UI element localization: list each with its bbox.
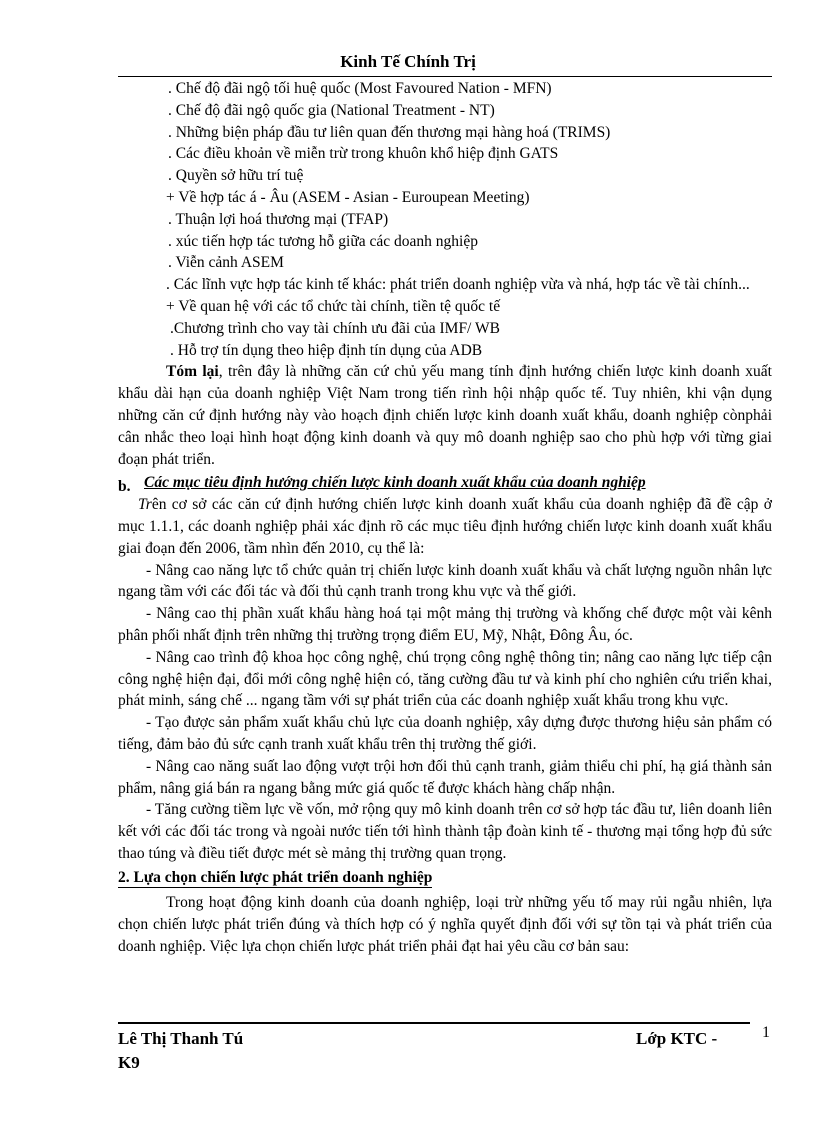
list-item: . Quyền sở hữu trí tuệ — [168, 167, 304, 185]
list-item: . xúc tiến hợp tác tương hỗ giữa các doanh nghiệp — [168, 232, 478, 250]
goal-item: - Nâng cao năng suất lao động vượt trội hơn đối thủ cạnh tranh, giảm thiểu chi phí, hạ giá thành sản phẩm, nâng giá bán ra ngang bằng mức giá quốc tế được khách hàng chấp nhận. — [118, 757, 772, 797]
footer-author: Lê Thị Thanh Tú — [118, 1029, 244, 1048]
goal-item: - Tăng cường tiềm lực về vốn, mở rộng quy mô kinh doanh trên cơ sở hợp tác đầu tư, liên doanh liên kết với các đối tác trong và ngoài nước tiến tới hình thành tập đoàn kinh tế - thương mại tổng hợp đủ sức thao túng và điều tiết được mét sè mảng thị trường quan trọng. — [118, 801, 772, 862]
footer-class: Lớp KTC - — [636, 1029, 718, 1048]
list-item: + Về quan hệ với các tổ chức tài chính, tiền tệ quốc tế — [166, 297, 501, 315]
list-item: . Thuận lợi hoá thương mại (TFAP) — [168, 210, 389, 228]
section-b-intro-lead: Tr — [138, 496, 152, 514]
summary-paragraph — [118, 361, 772, 470]
page-number: 1 — [762, 1024, 770, 1041]
page-header-title: Kinh Tế Chính Trị — [340, 52, 476, 71]
goal-item: - Tạo được sản phẩm xuất khẩu chủ lực của doanh nghiệp, xây dựng được thương hiệu sản phẩm có tiếng, đảm bảo đủ sức cạnh tranh xuất khẩu trên thị trường thế giới. — [118, 714, 772, 753]
header-divider — [118, 76, 772, 77]
list-item: . Những biện pháp đầu tư liên quan đến thương mại hàng hoá (TRIMS) — [168, 123, 611, 141]
section-b-intro — [118, 494, 772, 559]
list-item: . Các điều khoản về miễn trừ trong khuôn khổ hiệp định GATS — [168, 145, 559, 163]
section-b-intro-text: ên cơ sở các căn cứ định hướng chiến lược kinh doanh xuất khẩu của doanh nghiệp đã đề cập ở mục 1.1.1, các doanh nghiệp phải xác định rõ các mục tiêu định hướng chiến lược kinh doanh xuất khẩu giai đoạn đến 2006, tầm nhìn đến 2010, cụ thể là: — [118, 496, 772, 557]
section-2-title: 2. Lựa chọn chiến lược phát triển doanh nghiệp — [118, 868, 433, 886]
summary-text: , trên đây là những căn cứ chủ yếu mang tính định hướng chiến lược kinh doanh xuất khẩu dài hạn của doanh nghiệp Việt Nam trong tiến rình hội nhập quốc tế. Tuy nhiên, khi vận dụng những căn cứ định hướng này vào hoạch định chiến lược kinh doanh xuất khẩu, doanh nghiệp cònphải cân nhắc theo loại hình hoạt động kinh doanh và quy mô doanh nghiệp sao cho phù hợp với từng giai đoạn phát triển. — [118, 363, 772, 468]
list-item: . Hỗ trợ tín dụng theo hiệp định tín dụng của ADB — [170, 341, 483, 359]
section-b-heading — [118, 472, 772, 494]
summary-lead: Tóm lại — [166, 363, 219, 381]
list-item: . Viễn cảnh ASEM — [168, 254, 284, 272]
goal-item: - Nâng cao năng lực tổ chức quản trị chiến lược kinh doanh xuất khẩu và chất lượng nguồn nhân lực ngang tầm với các đối tác và đối thủ cạnh tranh trong khu vực và thế giới. — [118, 561, 772, 601]
list-item: .Chương trình cho vay tài chính ưu đãi của IMF/ WB — [170, 319, 500, 337]
section-2-heading — [118, 867, 772, 889]
footer-divider — [118, 1022, 750, 1024]
goal-item: - Nâng cao thị phần xuất khẩu hàng hoá tại một mảng thị trường và khống chế được một vài kênh phân phối nhất định trên những thị trường trọng điểm EU, Mỹ, Nhật, Đông Âu, óc. — [118, 605, 772, 644]
goal-item: - Nâng cao trình độ khoa học công nghệ, chú trọng công nghệ thông tin; nâng cao năng lực tiếp cận công nghệ hiện đại, đổi mới công nghệ hiện có, tăng cường đầu tư và kinh phí cho nghiên cứu triển khai, phát minh, sáng chế ... ngang tầm với sự phát triển của các doanh nghiệp xuất khẩu trong khu vực. — [118, 648, 772, 710]
list-item: . Chế độ đãi ngộ quốc gia (National Treatment - NT) — [168, 101, 495, 119]
section-b-marker: b. — [118, 478, 131, 496]
document-body — [118, 78, 772, 958]
section-b-title: Các mục tiêu định hướng chiến lược kinh doanh xuất khẩu của doanh nghiệp — [144, 474, 646, 492]
section-2-paragraph: Trong hoạt động kinh doanh của doanh nghiệp, loại trừ những yếu tố may rủi ngẫu nhiên, lựa chọn chiến lược phát triển đúng và thích hợp có ý nghĩa quyết định đối với sự tồn tại và phát triển của doanh nghiệp. Việc lựa chọn chiến lược phát triển phải đạt hai yêu cầu cơ bản sau: — [118, 894, 772, 956]
list-item: + Về hợp tác á - Âu (ASEM - Asian - Euroupean Meeting) — [166, 188, 530, 206]
list-item: . Chế độ đãi ngộ tối huệ quốc (Most Favoured Nation - MFN) — [168, 80, 552, 97]
footer-k9: K9 — [118, 1053, 140, 1072]
cooperation-item: . Các lĩnh vực hợp tác kinh tế khác: phát triển doanh nghiệp vừa và nhá, hợp tác về tài chính... — [166, 276, 750, 294]
